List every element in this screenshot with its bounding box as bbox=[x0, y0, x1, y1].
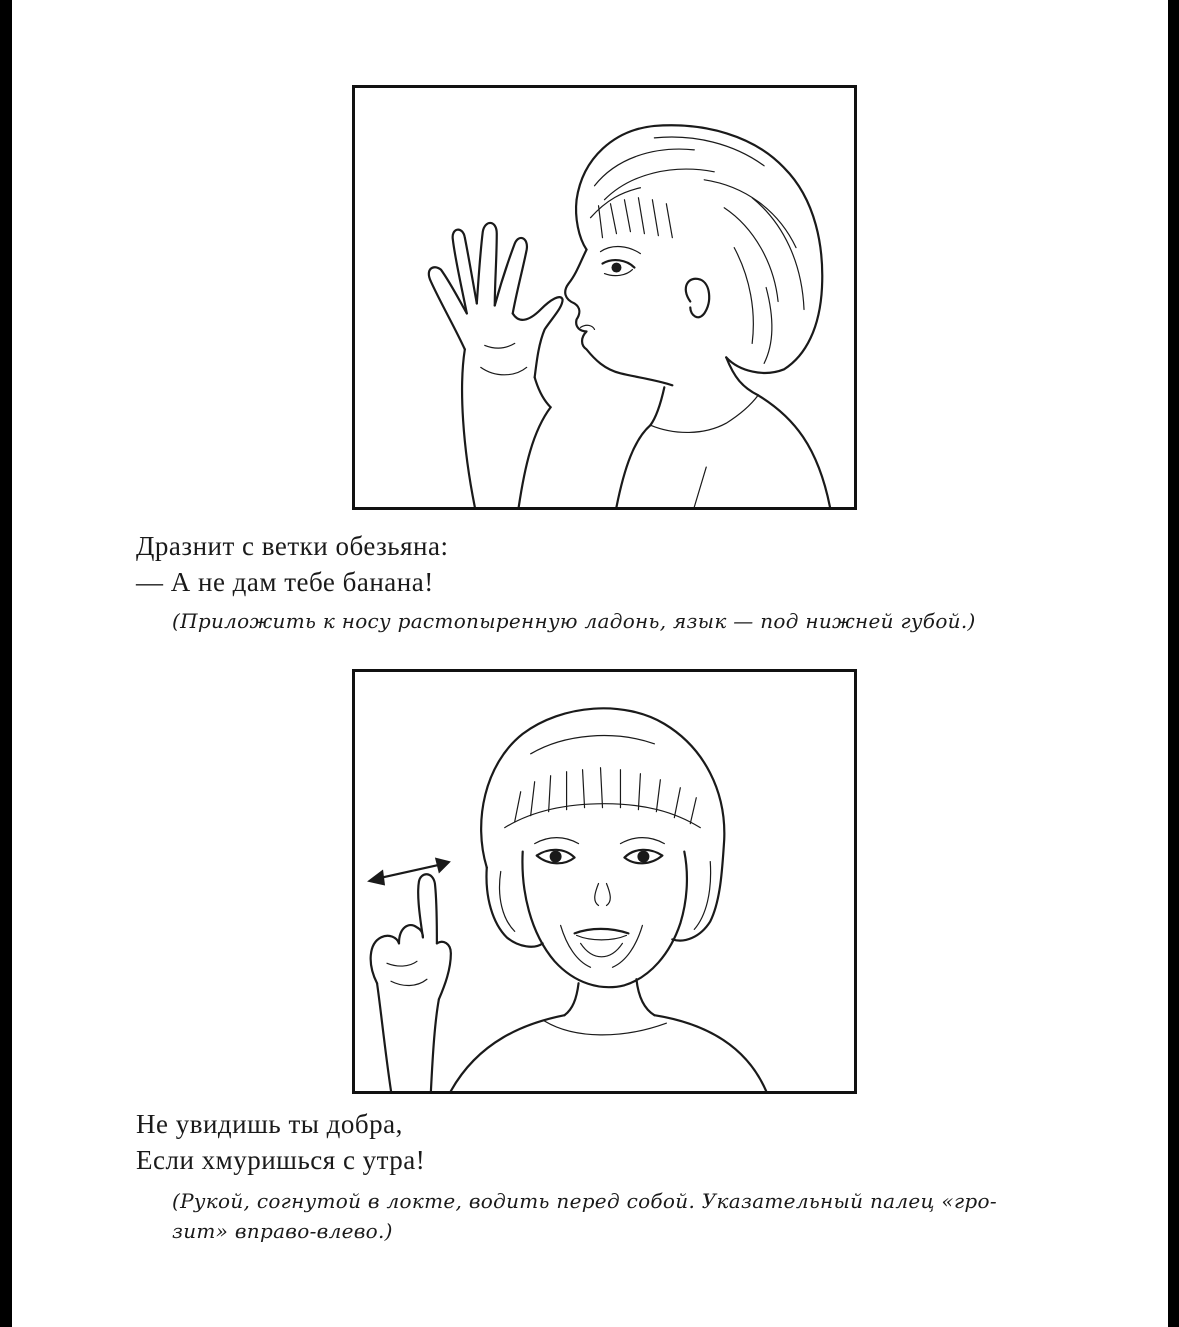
instruction-1: (Приложить к носу растопыренную ладонь, язык — под нижней губой.) bbox=[172, 609, 976, 633]
verse-1 bbox=[136, 528, 448, 600]
verse-2 bbox=[136, 1106, 425, 1178]
verse-1-line-2: — А не дам тебе банана! bbox=[136, 567, 434, 597]
instruction-2-line-2: зит» вправо-влево.) bbox=[172, 1219, 393, 1243]
instruction-2 bbox=[172, 1186, 1072, 1246]
double-headed-arrow-icon bbox=[367, 858, 451, 886]
verse-2-line-2: Если хмуришься с утра! bbox=[136, 1145, 426, 1175]
book-page bbox=[12, 0, 1168, 1327]
child-front-wagging-finger-illustration bbox=[355, 672, 854, 1091]
illustration-frame-1 bbox=[352, 85, 857, 510]
instruction-2-line-1: (Рукой, согнутой в локте, водить перед собой. Указательный палец «гро- bbox=[172, 1189, 997, 1213]
verse-2-line-1: Не увидишь ты добра, bbox=[136, 1109, 403, 1139]
child-profile-hand-at-nose-illustration bbox=[355, 88, 854, 507]
illustration-frame-2 bbox=[352, 669, 857, 1094]
verse-1-line-1: Дразнит с ветки обезьяна: bbox=[136, 531, 449, 561]
